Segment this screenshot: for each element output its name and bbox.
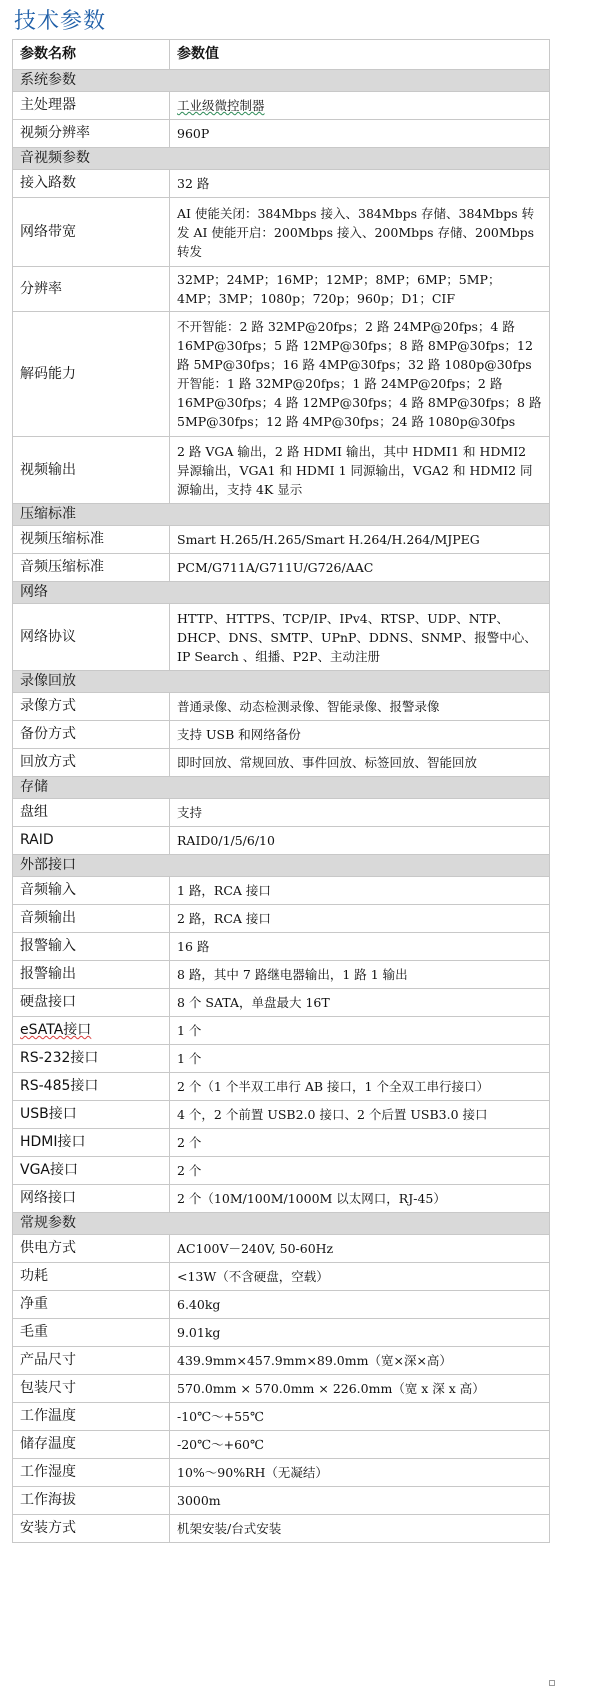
param-value: 32 路 xyxy=(170,170,550,198)
table-row xyxy=(13,1129,550,1157)
section-row xyxy=(13,1213,550,1235)
param-name: 视频输出 xyxy=(13,437,170,504)
table-row xyxy=(13,198,550,267)
param-value: 不开智能：2 路 32MP@20fps；2 路 24MP@20fps；4 路 16MP@30fps；5 路 12MP@30fps；8 路 8MP@30fps；12 路 5MP@30fps；16 路 4MP@30fps；32 路 1080p@30fps 开智能：1 路 32MP@20fps；1 路 24MP@20fps；2 路 16MP@30fps；4 路 12MP@30fps；4 路 8MP@30fps；8 路 5MP@30fps；12 路 4MP@30fps；24 路 1080p@30fps xyxy=(170,312,550,437)
table-row xyxy=(13,267,550,312)
table-row xyxy=(13,1263,550,1291)
param-value: AI 使能关闭：384Mbps 接入、384Mbps 存储、384Mbps 转发 AI 使能开启：200Mbps 接入、200Mbps 存储、200Mbps 转发 xyxy=(170,198,550,267)
table-row xyxy=(13,1347,550,1375)
param-name: 净重 xyxy=(13,1291,170,1319)
param-value: 4 个，2 个前置 USB2.0 接口、2 个后置 USB3.0 接口 xyxy=(170,1101,550,1129)
param-name: 解码能力 xyxy=(13,312,170,437)
param-value: 1 个 xyxy=(170,1017,550,1045)
table-row xyxy=(13,1515,550,1543)
param-value: <13W（不含硬盘，空载） xyxy=(170,1263,550,1291)
param-value: 工业级微控制器 xyxy=(170,92,550,120)
table-row xyxy=(13,92,550,120)
param-value: 2 个（10M/100M/1000M 以太网口，RJ-45） xyxy=(170,1185,550,1213)
section-title: 存储 xyxy=(13,777,550,799)
param-name: 报警输入 xyxy=(13,933,170,961)
table-row xyxy=(13,1487,550,1515)
param-name: 工作湿度 xyxy=(13,1459,170,1487)
param-value: 2 路 VGA 输出，2 路 HDMI 输出，其中 HDMI1 和 HDMI2 异源输出，VGA1 和 HDMI 1 同源输出，VGA2 和 HDMI2 同源输出，支持 4K 显示 xyxy=(170,437,550,504)
param-value: -10℃～+55℃ xyxy=(170,1403,550,1431)
param-value: 8 路，其中 7 路继电器输出，1 路 1 输出 xyxy=(170,961,550,989)
header-param-value: 参数值 xyxy=(170,40,550,70)
table-row xyxy=(13,933,550,961)
table-row xyxy=(13,1073,550,1101)
param-name: RAID xyxy=(13,827,170,855)
param-value: 570.0mm × 570.0mm × 226.0mm（宽 x 深 x 高） xyxy=(170,1375,550,1403)
param-value: 普通录像、动态检测录像、智能录像、报警录像 xyxy=(170,693,550,721)
page-corner-mark xyxy=(549,1680,555,1686)
table-row xyxy=(13,1157,550,1185)
param-name: USB接口 xyxy=(13,1101,170,1129)
table-row xyxy=(13,312,550,437)
page-title: 技术参数 xyxy=(14,9,107,34)
param-name: RS-232接口 xyxy=(13,1045,170,1073)
param-name: 接入路数 xyxy=(13,170,170,198)
param-name: 音频压缩标准 xyxy=(13,554,170,582)
param-name: 音频输入 xyxy=(13,877,170,905)
param-value: 即时回放、常规回放、事件回放、标签回放、智能回放 xyxy=(170,749,550,777)
table-row xyxy=(13,989,550,1017)
section-title: 外部接口 xyxy=(13,855,550,877)
param-name: RS-485接口 xyxy=(13,1073,170,1101)
param-name: 包装尺寸 xyxy=(13,1375,170,1403)
param-value: 2 个 xyxy=(170,1129,550,1157)
param-name: 储存温度 xyxy=(13,1431,170,1459)
table-row xyxy=(13,799,550,827)
param-value: 8 个 SATA，单盘最大 16T xyxy=(170,989,550,1017)
param-value: HTTP、HTTPS、TCP/IP、IPv4、RTSP、UDP、NTP、DHCP、DNS、SMTP、UPnP、DDNS、SNMP、报警中心、IP Search 、组播、P2P、主动注册 xyxy=(170,604,550,671)
table-row xyxy=(13,1291,550,1319)
table-row xyxy=(13,1017,550,1045)
param-name: HDMI接口 xyxy=(13,1129,170,1157)
param-name: 工作海拔 xyxy=(13,1487,170,1515)
table-row xyxy=(13,961,550,989)
table-row xyxy=(13,1319,550,1347)
param-value: 支持 USB 和网络备份 xyxy=(170,721,550,749)
table-row xyxy=(13,749,550,777)
param-name: 视频压缩标准 xyxy=(13,526,170,554)
param-name: 网络接口 xyxy=(13,1185,170,1213)
section-title: 音视频参数 xyxy=(13,148,550,170)
spec-table xyxy=(12,39,550,1543)
param-name: 工作温度 xyxy=(13,1403,170,1431)
header-param-name: 参数名称 xyxy=(13,40,170,70)
section-row xyxy=(13,504,550,526)
param-name: 分辨率 xyxy=(13,267,170,312)
param-value: AC100V－240V, 50-60Hz xyxy=(170,1235,550,1263)
section-title: 录像回放 xyxy=(13,671,550,693)
param-name: 视频分辨率 xyxy=(13,120,170,148)
table-row xyxy=(13,526,550,554)
param-name: 回放方式 xyxy=(13,749,170,777)
table-row xyxy=(13,877,550,905)
section-row xyxy=(13,855,550,877)
table-row xyxy=(13,827,550,855)
param-value: PCM/G711A/G711U/G726/AAC xyxy=(170,554,550,582)
param-value: 16 路 xyxy=(170,933,550,961)
table-row xyxy=(13,1235,550,1263)
spec-table-body xyxy=(13,40,550,1543)
param-value: 3000m xyxy=(170,1487,550,1515)
table-row xyxy=(13,1431,550,1459)
section-row xyxy=(13,582,550,604)
section-title: 压缩标准 xyxy=(13,504,550,526)
param-name: 报警输出 xyxy=(13,961,170,989)
table-header-row xyxy=(13,40,550,70)
param-name: 网络带宽 xyxy=(13,198,170,267)
param-name: 网络协议 xyxy=(13,604,170,671)
param-value: Smart H.265/H.265/Smart H.264/H.264/MJPEG xyxy=(170,526,550,554)
param-value: 2 个（1 个半双工串行 AB 接口，1 个全双工串行接口） xyxy=(170,1073,550,1101)
param-name: 功耗 xyxy=(13,1263,170,1291)
param-name: 硬盘接口 xyxy=(13,989,170,1017)
param-value: 1 个 xyxy=(170,1045,550,1073)
param-value: 9.01kg xyxy=(170,1319,550,1347)
param-name: 音频输出 xyxy=(13,905,170,933)
table-row xyxy=(13,1403,550,1431)
section-title: 常规参数 xyxy=(13,1213,550,1235)
param-value: 6.40kg xyxy=(170,1291,550,1319)
param-value: 1 路，RCA 接口 xyxy=(170,877,550,905)
param-value: 2 路，RCA 接口 xyxy=(170,905,550,933)
param-name: 产品尺寸 xyxy=(13,1347,170,1375)
table-row xyxy=(13,905,550,933)
table-row xyxy=(13,693,550,721)
param-value: 2 个 xyxy=(170,1157,550,1185)
table-row xyxy=(13,604,550,671)
section-row xyxy=(13,671,550,693)
param-name: 盘组 xyxy=(13,799,170,827)
param-value: 机架安装/台式安装 xyxy=(170,1515,550,1543)
table-row xyxy=(13,1045,550,1073)
param-name: VGA接口 xyxy=(13,1157,170,1185)
param-value: 960P xyxy=(170,120,550,148)
table-row xyxy=(13,721,550,749)
table-row xyxy=(13,1101,550,1129)
table-row xyxy=(13,554,550,582)
param-name: 安装方式 xyxy=(13,1515,170,1543)
param-value: 10%～90%RH（无凝结） xyxy=(170,1459,550,1487)
param-value: RAID0/1/5/6/10 xyxy=(170,827,550,855)
param-name: 录像方式 xyxy=(13,693,170,721)
table-row xyxy=(13,120,550,148)
param-value: 32MP；24MP；16MP；12MP；8MP；6MP；5MP；4MP；3MP；1080p；720p；960p；D1；CIF xyxy=(170,267,550,312)
section-row xyxy=(13,70,550,92)
param-name: 主处理器 xyxy=(13,92,170,120)
param-value: -20℃～+60℃ xyxy=(170,1431,550,1459)
param-name: 备份方式 xyxy=(13,721,170,749)
table-row xyxy=(13,437,550,504)
table-row xyxy=(13,1375,550,1403)
param-value: 439.9mm×457.9mm×89.0mm（宽×深×高） xyxy=(170,1347,550,1375)
table-row xyxy=(13,1459,550,1487)
section-title: 网络 xyxy=(13,582,550,604)
param-value: 支持 xyxy=(170,799,550,827)
param-name: 毛重 xyxy=(13,1319,170,1347)
param-name: 供电方式 xyxy=(13,1235,170,1263)
section-title: 系统参数 xyxy=(13,70,550,92)
table-row xyxy=(13,1185,550,1213)
table-row xyxy=(13,170,550,198)
section-row xyxy=(13,777,550,799)
param-name: eSATA接口 xyxy=(13,1017,170,1045)
section-row xyxy=(13,148,550,170)
